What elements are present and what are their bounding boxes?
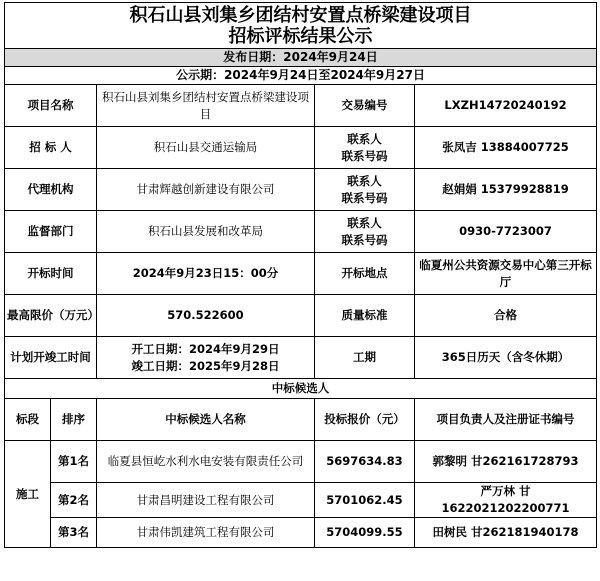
candidate-name: 甘肃昌明建设工程有限公司 [97,483,315,518]
bid-result-table [4,2,597,548]
tenderer-label: 招 标 人 [5,127,97,169]
phone-label: 联系号码 [341,148,388,163]
contact-label: 联系人 [347,173,382,188]
agency-value: 甘肃辉越创新建设有限公司 [97,169,315,211]
rank: 第3名 [51,518,97,548]
supervisor-contact-labels [315,211,415,253]
col-header-price: 投标报价（元） [315,399,415,441]
max-price-label: 最高限价（万元） [5,295,97,337]
bid-price: 5704099.55 [315,518,415,548]
schedule-dates [97,337,315,379]
table-row [5,441,597,483]
bid-price: 5701062.45 [315,483,415,518]
tx-no-value: LXZH14720240192 [415,85,597,127]
section-value: 施工 [5,441,51,548]
supervisor-phone-value: 0930-7723007 [415,211,597,253]
col-header-manager: 项目负责人及注册证书编号 [415,399,597,441]
open-place-label: 开标地点 [315,253,415,295]
phone-label: 联系号码 [341,232,388,247]
project-name-label: 项目名称 [5,85,97,127]
agency-contact-value: 赵娟娟 15379928819 [415,169,597,211]
project-name-value: 积石山县刘集乡团结村安置点桥梁建设项目 [97,85,315,127]
candidates-title: 中标候选人 [5,379,597,399]
candidate-name: 甘肃伟凯建筑工程有限公司 [97,518,315,548]
agency-contact-labels [315,169,415,211]
title-line1: 积石山县刘集乡团结村安置点桥梁建设项目 [129,4,472,26]
agency-label: 代理机构 [5,169,97,211]
quality-label: 质量标准 [315,295,415,337]
schedule-label: 计划开竣工时间 [5,337,97,379]
notice-period: 公示期：2024年9月24日至2024年9月27日 [5,67,597,85]
table-row [5,483,597,518]
tenderer-value: 积石山县交通运输局 [97,127,315,169]
bid-price: 5697634.83 [315,441,415,483]
open-place-value: 临夏州公共资源交易中心第三开标厅 [415,253,597,295]
phone-label: 联系号码 [341,190,388,205]
supervisor-value: 积石山县发展和改革局 [97,211,315,253]
supervisor-label: 监督部门 [5,211,97,253]
tenderer-contact-value: 张凤吉 13884007725 [415,127,597,169]
table-row [5,518,597,548]
quality-value: 合格 [415,295,597,337]
start-date: 开工日期：2024年9月29日 [131,341,280,356]
open-time-value: 2024年9月23日15：00分 [97,253,315,295]
col-header-rank: 排序 [51,399,97,441]
open-time-label: 开标时间 [5,253,97,295]
tx-no-label: 交易编号 [315,85,415,127]
manager: 田树民 甘262181940178 [415,518,597,548]
col-header-name: 中标候选人名称 [97,399,315,441]
manager: 严万林 甘1622021202200771 [415,483,597,518]
title-line2: 招标评标结果公示 [228,25,373,47]
rank: 第2名 [51,483,97,518]
contact-label: 联系人 [347,131,382,146]
manager: 郭黎明 甘262161728793 [415,441,597,483]
col-header-section: 标段 [5,399,51,441]
duration-value: 365日历天（含冬休期） [415,337,597,379]
page-title [5,3,597,49]
tenderer-contact-labels [315,127,415,169]
publish-date: 发布日期：2024年9月24日 [5,49,597,67]
contact-label: 联系人 [347,215,382,230]
candidate-name: 临夏县恒屹水利水电安装有限责任公司 [97,441,315,483]
max-price-value: 570.522600 [97,295,315,337]
end-date: 竣工日期：2025年9月28日 [131,358,280,373]
duration-label: 工期 [315,337,415,379]
rank: 第1名 [51,441,97,483]
